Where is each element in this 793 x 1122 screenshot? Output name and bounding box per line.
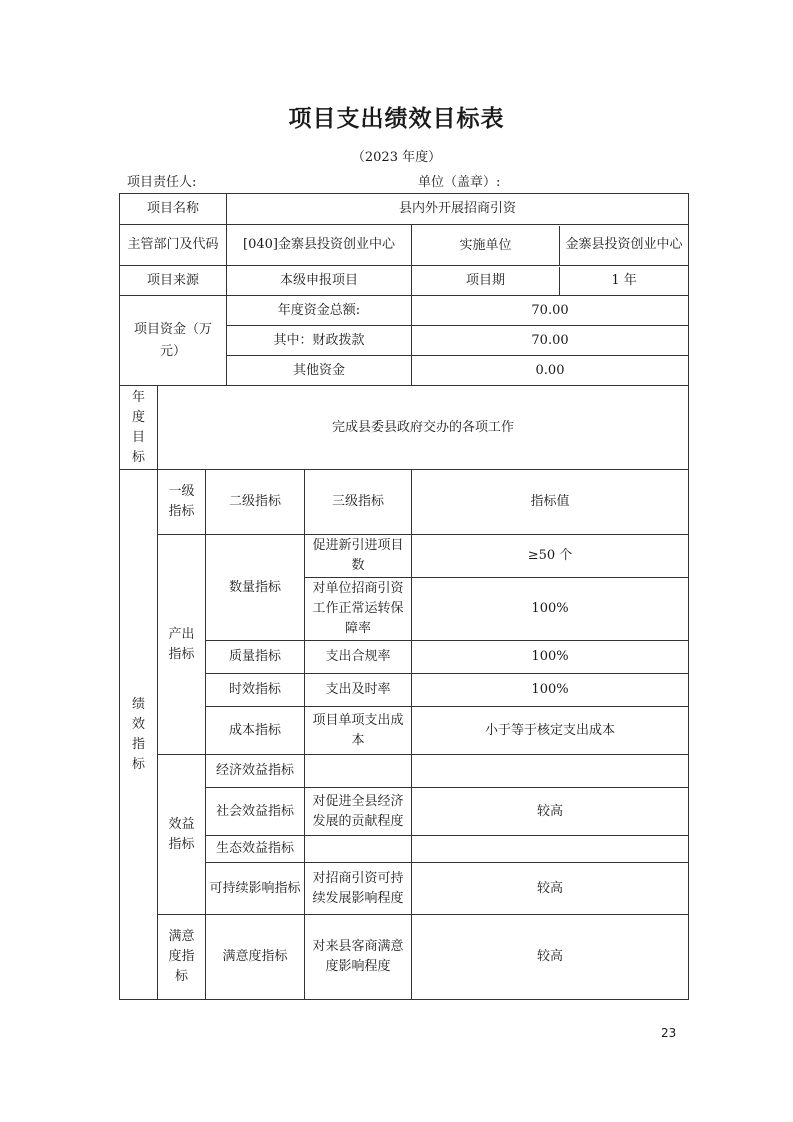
satisfaction-sub-label: 满意度指标	[206, 915, 305, 1000]
row-project-name	[120, 194, 689, 225]
row-eco	[120, 836, 689, 863]
funds-fiscal-label: 其中：财政拨款	[227, 326, 412, 356]
social-value: 较高	[412, 788, 689, 836]
funds-total-label: 年度资金总额:	[227, 296, 412, 326]
cost-value: 小于等于核定支出成本	[412, 707, 689, 755]
satisfaction-indicators-label: 满意度指标	[158, 915, 206, 1000]
col-level2: 二级指标	[206, 470, 305, 535]
eco-label: 生态效益指标	[206, 836, 305, 863]
social-label: 社会效益指标	[206, 788, 305, 836]
row-sustain	[120, 863, 689, 915]
page-number: 23	[661, 1026, 677, 1040]
annual-goal-label: 年度目标	[120, 386, 158, 470]
quantity-label: 数量指标	[206, 535, 305, 641]
quality-label: 质量指标	[206, 641, 305, 674]
cost-name: 项目单项支出成本	[305, 707, 412, 755]
period-cell	[412, 266, 689, 296]
row-department	[120, 225, 689, 266]
time-name: 支出及时率	[305, 674, 412, 707]
satisfaction-value: 较高	[412, 915, 689, 1000]
page-title: 项目支出绩效目标表	[288, 106, 505, 132]
project-name-value: 县内外开展招商引资	[227, 194, 689, 225]
quality-value: 100%	[412, 641, 689, 674]
economic-value	[412, 755, 689, 788]
funds-label: 项目资金（万元）	[120, 296, 227, 386]
col-value: 指标值	[412, 470, 689, 535]
row-source	[120, 266, 689, 296]
quality-name: 支出合规率	[305, 641, 412, 674]
social-name: 对促进全县经济发展的贡献程度	[305, 788, 412, 836]
economic-label: 经济效益指标	[206, 755, 305, 788]
row-annual-goal	[120, 386, 689, 470]
quantity-1-value: ≥50 个	[412, 535, 689, 578]
col-level3: 三级指标	[305, 470, 412, 535]
owner-label: 项目责任人:	[127, 175, 197, 190]
row-cost	[120, 707, 689, 755]
col-level1: 一级指标	[158, 470, 206, 535]
row-economic	[120, 755, 689, 788]
period-value: 1 年	[611, 272, 637, 288]
year-subtitle: （2023 年度）	[351, 150, 442, 165]
quantity-1-name: 促进新引进项目数	[305, 535, 412, 578]
economic-name	[305, 755, 412, 788]
impl-unit-cell	[412, 225, 689, 266]
row-quality	[120, 641, 689, 674]
row-funds-total	[120, 296, 689, 326]
funds-other-value: 0.00	[412, 356, 689, 386]
sustain-label: 可持续影响指标	[206, 863, 305, 915]
time-label: 时效指标	[206, 674, 305, 707]
benefit-indicators-label: 效益指标	[158, 755, 206, 915]
sustain-name: 对招商引资可持续发展影响程度	[305, 863, 412, 915]
period-label: 项目期	[412, 267, 560, 295]
quantity-2-name: 对单位招商引资工作正常运转保障率	[305, 578, 412, 641]
performance-table	[119, 193, 689, 1000]
cost-label: 成本指标	[206, 707, 305, 755]
satisfaction-name: 对来县客商满意度影响程度	[305, 915, 412, 1000]
source-value: 本级申报项目	[227, 266, 412, 296]
unit-label: 单位（盖章）:	[418, 175, 501, 190]
quantity-2-value: 100%	[412, 578, 689, 641]
funds-total-value: 70.00	[412, 296, 689, 326]
funds-fiscal-value: 70.00	[412, 326, 689, 356]
project-name-label: 项目名称	[120, 194, 227, 225]
department-value: [040]金寨县投资创业中心	[227, 225, 412, 266]
source-label: 项目来源	[120, 266, 227, 296]
funds-other-label: 其他资金	[227, 356, 412, 386]
annual-goal-value: 完成县委县政府交办的各项工作	[158, 386, 689, 470]
indicators-label: 绩效指标	[120, 470, 158, 1000]
time-value: 100%	[412, 674, 689, 707]
eco-name	[305, 836, 412, 863]
row-quantity-1	[120, 535, 689, 578]
eco-value	[412, 836, 689, 863]
department-label: 主管部门及代码	[120, 225, 227, 266]
row-time	[120, 674, 689, 707]
output-indicators-label: 产出指标	[158, 535, 206, 755]
row-social	[120, 788, 689, 836]
impl-unit-label: 实施单位	[412, 226, 560, 265]
row-indicator-header	[120, 470, 689, 535]
row-satisfaction	[120, 915, 689, 1000]
sustain-value: 较高	[412, 863, 689, 915]
impl-unit-value: 金寨县投资创业中心	[565, 237, 683, 252]
